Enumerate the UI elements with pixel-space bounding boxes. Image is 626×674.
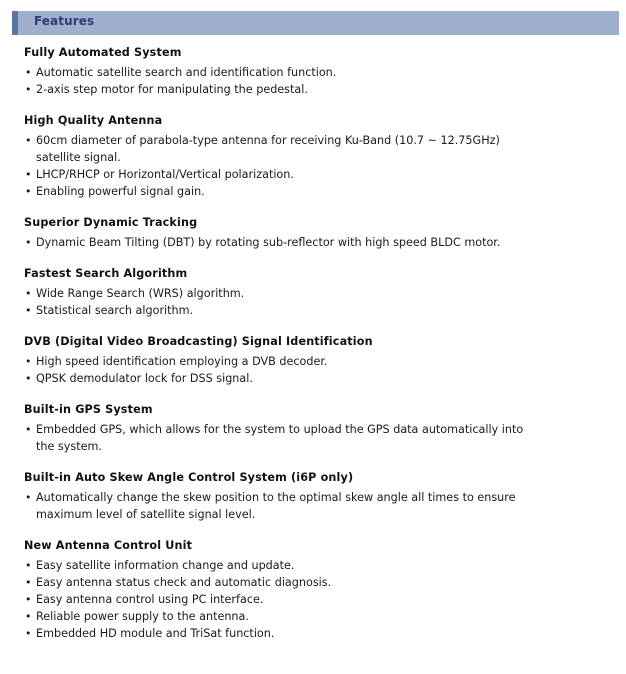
bullet-icon: • [25, 304, 32, 317]
feature-list-item [24, 574, 526, 591]
feature-text: Enabling powerful signal gain. [36, 185, 205, 198]
bullet-icon: • [25, 134, 32, 147]
section-title: Built-in Auto Skew Angle Control System (i6P only) [24, 471, 354, 484]
feature-list-item [24, 421, 526, 455]
feature-list-item [24, 489, 526, 523]
feature-list-item [24, 608, 526, 625]
feature-section [24, 112, 584, 200]
feature-list-item [24, 81, 526, 98]
feature-list-item [24, 557, 526, 574]
feature-text: Embedded GPS, which allows for the system to upload the GPS data automatically into the system. [36, 423, 524, 453]
section-title: Superior Dynamic Tracking [24, 216, 198, 229]
feature-list-item [24, 353, 526, 370]
feature-text: 60cm diameter of parabola-type antenna for receiving Ku-Band (10.7 ~ 12.75GHz) satellite signal. [36, 134, 500, 164]
feature-list-item [24, 166, 526, 183]
bullet-icon: • [25, 372, 32, 385]
feature-list [24, 489, 584, 523]
feature-text: Wide Range Search (WRS) algorithm. [36, 287, 245, 300]
feature-list [24, 285, 584, 319]
bullet-icon: • [25, 423, 32, 436]
feature-text: Embedded HD module and TriSat function. [36, 627, 275, 640]
feature-section [24, 401, 584, 455]
section-title: Fastest Search Algorithm [24, 267, 188, 280]
features-content [24, 44, 584, 656]
feature-list [24, 557, 584, 642]
feature-list-item [24, 370, 526, 387]
features-header-bar [12, 11, 619, 35]
feature-list-item [24, 302, 526, 319]
section-title: DVB (Digital Video Broadcasting) Signal Identification [24, 335, 373, 348]
feature-list-item [24, 234, 526, 251]
feature-section [24, 469, 584, 523]
bullet-icon: • [25, 287, 32, 300]
feature-list [24, 132, 584, 200]
bullet-icon: • [25, 185, 32, 198]
feature-list-item [24, 132, 526, 166]
bullet-icon: • [25, 593, 32, 606]
bullet-icon: • [25, 559, 32, 572]
feature-text: Statistical search algorithm. [36, 304, 194, 317]
feature-text: Reliable power supply to the antenna. [36, 610, 249, 623]
feature-text: High speed identification employing a DVB decoder. [36, 355, 328, 368]
bullet-icon: • [25, 168, 32, 181]
feature-section [24, 214, 584, 251]
feature-text: QPSK demodulator lock for DSS signal. [36, 372, 253, 385]
feature-section [24, 333, 584, 387]
feature-text: Automatic satellite search and identification function. [36, 66, 337, 79]
feature-list-item [24, 64, 526, 81]
bullet-icon: • [25, 66, 32, 79]
feature-list [24, 64, 584, 98]
feature-list-item [24, 591, 526, 608]
feature-text: Easy satellite information change and update. [36, 559, 295, 572]
feature-list-item [24, 183, 526, 200]
bullet-icon: • [25, 576, 32, 589]
bullet-icon: • [25, 627, 32, 640]
bullet-icon: • [25, 610, 32, 623]
bullet-icon: • [25, 491, 32, 504]
feature-section [24, 44, 584, 98]
feature-text: LHCP/RHCP or Horizontal/Vertical polarization. [36, 168, 294, 181]
feature-text: Automatically change the skew position to the optimal skew angle all times to ensure maximum level of satellite signal level. [36, 491, 516, 521]
feature-text: 2-axis step motor for manipulating the pedestal. [36, 83, 308, 96]
bullet-icon: • [25, 355, 32, 368]
bullet-icon: • [25, 83, 32, 96]
feature-text: Easy antenna status check and automatic diagnosis. [36, 576, 332, 589]
section-title: New Antenna Control Unit [24, 539, 193, 552]
features-title: Features [34, 14, 95, 28]
section-title: Fully Automated System [24, 46, 182, 59]
feature-list-item [24, 625, 526, 642]
section-title: High Quality Antenna [24, 114, 163, 127]
feature-list [24, 353, 584, 387]
feature-text: Dynamic Beam Tilting (DBT) by rotating sub-reflector with high speed BLDC motor. [36, 236, 501, 249]
feature-section [24, 265, 584, 319]
feature-list [24, 234, 584, 251]
feature-section [24, 537, 584, 642]
section-title: Built-in GPS System [24, 403, 153, 416]
bullet-icon: • [25, 236, 32, 249]
feature-list-item [24, 285, 526, 302]
feature-text: Easy antenna control using PC interface. [36, 593, 264, 606]
feature-list [24, 421, 584, 455]
